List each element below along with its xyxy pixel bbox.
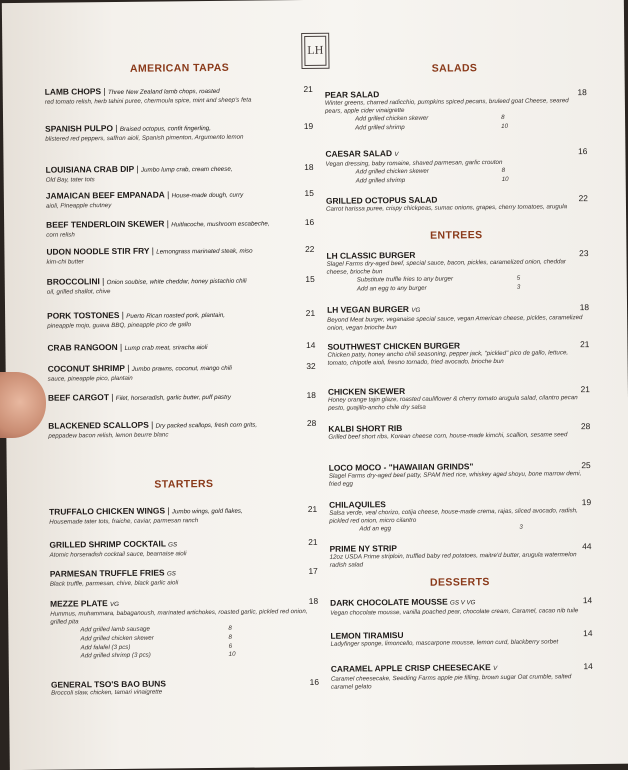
item-name: PRIME NY STRIP bbox=[329, 543, 397, 554]
item-name: PARMESAN TRUFFLE FRIES bbox=[49, 567, 165, 579]
menu-item bbox=[47, 308, 315, 331]
addon-price: 10 bbox=[228, 650, 236, 659]
menu-item bbox=[51, 677, 319, 698]
menu-item bbox=[48, 418, 316, 441]
menu-item bbox=[325, 146, 587, 186]
separator: | bbox=[149, 245, 157, 256]
item-name: MEZZE PLATE bbox=[50, 598, 108, 609]
item-price: 21 bbox=[580, 339, 590, 350]
addon-label: Add grilled chicken skewer bbox=[355, 115, 429, 123]
item-name: CARAMEL APPLE CRISP CHEESECAKE bbox=[330, 662, 491, 674]
item-name: BLACKENED SCALLOPS bbox=[48, 419, 149, 431]
separator: | bbox=[148, 419, 156, 430]
item-inline-description: Onion soubise, white cheddar, honey pistachio chili bbox=[106, 277, 247, 287]
addon-price: 8 bbox=[501, 167, 506, 175]
section-title-entrees: ENTREES bbox=[430, 229, 483, 242]
separator: | bbox=[119, 309, 127, 320]
addon-label: Add an egg to any burger bbox=[356, 284, 427, 293]
item-name: COCONUT SHRIMP bbox=[47, 362, 125, 374]
item-name: CRAB RANGOON bbox=[47, 341, 118, 353]
item-price: 14 bbox=[583, 628, 593, 639]
addon-row bbox=[359, 523, 591, 534]
dietary-tag: GS bbox=[166, 570, 176, 578]
separator: | bbox=[134, 163, 142, 174]
item-price: 22 bbox=[305, 243, 315, 255]
menu-item bbox=[49, 504, 317, 527]
item-inline-description: Lemongrass marinated steak, miso bbox=[156, 247, 253, 256]
item-description: Atomic horseradish cocktail sauce, bearnaise aioli bbox=[49, 550, 187, 559]
separator: | bbox=[117, 341, 125, 352]
dietary-tag: GS bbox=[168, 541, 178, 549]
separator: | bbox=[124, 362, 132, 373]
menu-item bbox=[327, 302, 589, 333]
item-name: CHICKEN SKEWER bbox=[327, 385, 406, 397]
addon-price: 3 bbox=[516, 283, 521, 291]
item-price: 21 bbox=[303, 83, 313, 95]
item-price: 23 bbox=[579, 248, 589, 259]
item-price: 21 bbox=[305, 307, 316, 318]
menu-item bbox=[330, 628, 592, 649]
menu-item bbox=[328, 384, 590, 413]
section-title-desserts: DESSERTS bbox=[429, 576, 490, 589]
menu-item bbox=[48, 361, 316, 384]
menu-item bbox=[328, 421, 590, 442]
item-description: pineapple mojo, guava BBQ, pineapple pico de gallo bbox=[47, 321, 192, 330]
addon-price: 8 bbox=[228, 633, 232, 641]
item-description: Old Bay, tater tots bbox=[45, 176, 95, 184]
menu-item bbox=[46, 188, 314, 211]
item-inline-description: Jumbo prawns, coconut, mango chili bbox=[131, 364, 232, 373]
item-price: 18 bbox=[577, 87, 587, 98]
logo-text: LH bbox=[307, 42, 324, 57]
item-description: aioli, Pineapple chutney bbox=[45, 202, 112, 210]
item-description: Carrot harissa puree, crispy chickpeas, sumac onions, grapes, cherry tomatoes, arugula bbox=[325, 203, 568, 213]
item-inline-description: Jumbo wings, gold flakes, bbox=[171, 507, 243, 516]
menu-item bbox=[330, 541, 592, 570]
item-price: 17 bbox=[308, 565, 318, 576]
addon-label: Add grilled shrimp bbox=[355, 176, 406, 185]
item-description: Caramel cheesecake, Seedling Farms apple pie filling, brown sugar Oat crumble, salted caramel gelato bbox=[330, 673, 572, 691]
item-name: CAESAR SALAD bbox=[325, 148, 393, 159]
item-price: 16 bbox=[309, 676, 320, 687]
item-description: Ladyfinger sponge, limoncello, mascarpone mousse, lemon curd, blackberry sorbet bbox=[330, 638, 559, 648]
addon-price: 10 bbox=[501, 175, 509, 183]
item-price: 28 bbox=[580, 421, 591, 432]
item-price: 15 bbox=[304, 187, 314, 199]
item-description: Vegan chocolate mousse, vanilla poached pear, chocolate cream, Caramel, cacao nib tuile bbox=[330, 607, 579, 617]
item-price: 16 bbox=[304, 216, 315, 228]
item-name: LOUISIANA CRAB DIP bbox=[45, 163, 135, 175]
item-price: 15 bbox=[305, 273, 315, 284]
menu-item bbox=[46, 244, 314, 267]
item-price: 21 bbox=[580, 384, 590, 395]
item-description: Salsa verde, veal chorizo, cotija cheese, house-made crema, rajas, sliced avocado, radish, pickled red onion, micro cilantro bbox=[329, 507, 578, 525]
menu-item bbox=[45, 84, 313, 107]
separator: | bbox=[99, 276, 107, 287]
item-description: Housemade tater tots, fraiche, caviar, parmesan ranch bbox=[49, 517, 199, 526]
separator: | bbox=[112, 122, 120, 134]
item-price: 19 bbox=[303, 120, 314, 132]
item-price: 28 bbox=[306, 417, 317, 428]
item-name: SPANISH PULPO bbox=[45, 123, 113, 134]
addon-label: Add grilled shrimp bbox=[355, 123, 405, 132]
item-name: GRILLED OCTOPUS SALAD bbox=[325, 194, 438, 206]
addon-price: 10 bbox=[501, 122, 509, 130]
item-price: 18 bbox=[308, 595, 319, 606]
dietary-tag: VG bbox=[109, 600, 119, 609]
item-name: GRILLED SHRIMP COCKTAIL bbox=[49, 538, 166, 550]
menu-item bbox=[326, 193, 588, 214]
item-price: 32 bbox=[306, 360, 316, 371]
menu-item bbox=[325, 87, 587, 133]
item-description: kim-chi butter bbox=[46, 258, 84, 266]
item-inline-description: House-made dough, curry bbox=[171, 191, 244, 200]
menu-page bbox=[2, 0, 628, 770]
item-name: GENERAL TSO'S BAO BUNS bbox=[50, 678, 166, 690]
menu-item bbox=[47, 340, 315, 355]
item-price: 14 bbox=[306, 339, 316, 350]
item-name: BROCCOLINI bbox=[46, 276, 100, 287]
item-price: 18 bbox=[304, 161, 314, 173]
item-description: corn relish bbox=[46, 231, 75, 239]
menu-item bbox=[50, 566, 318, 589]
item-price: 21 bbox=[308, 536, 318, 547]
menu-item bbox=[46, 217, 314, 240]
section-title-starters: STARTERS bbox=[154, 477, 214, 491]
item-name: DARK CHOCOLATE MOUSSE bbox=[330, 596, 448, 608]
addon-row bbox=[356, 175, 588, 186]
item-header bbox=[48, 390, 316, 405]
item-description: oil, grilled shallot, chive bbox=[46, 288, 111, 296]
item-name: LH CLASSIC BURGER bbox=[326, 249, 416, 261]
item-inline-description: Filet, horseradish, garlic butter, puff pastry bbox=[115, 393, 232, 402]
item-inline-description: Lump crab meat, sriracha aioli bbox=[124, 344, 208, 352]
addon-price: 8 bbox=[228, 625, 232, 633]
addon-row bbox=[355, 122, 587, 133]
item-header bbox=[47, 340, 315, 355]
item-name: LOCO MOCO - "HAWAIIAN GRINDS" bbox=[328, 461, 474, 473]
addon-row bbox=[81, 650, 319, 661]
menu-item bbox=[329, 460, 591, 489]
item-price: 25 bbox=[581, 460, 591, 471]
item-description: Beyond Meat burger, veganaise special sauce, vegan American cheese, pickles, caramelized onion, vegan brioche bun bbox=[327, 314, 583, 332]
addon-row bbox=[357, 283, 589, 294]
menu-item bbox=[329, 497, 591, 535]
item-description: blistered red peppers, saffron aioli, Spanish pimenton, Argumento lemon bbox=[45, 133, 244, 143]
menu-item bbox=[45, 121, 313, 144]
menu-item bbox=[46, 162, 314, 185]
item-description: Hummus, muhammara, babaganoush, marinated artichokes, roasted garlic, pickled red onion, grilled pita bbox=[50, 607, 308, 626]
section-title-salads: SALADS bbox=[431, 62, 478, 75]
item-name: PORK TOSTONES bbox=[47, 309, 120, 321]
menu-item bbox=[326, 248, 588, 294]
item-name: PEAR SALAD bbox=[324, 89, 380, 100]
addon-label: Add grilled chicken skewer bbox=[355, 167, 429, 176]
item-price: 44 bbox=[582, 541, 592, 552]
item-name: BEEF TENDERLOIN SKEWER bbox=[46, 218, 165, 230]
item-name: UDON NOODLE STIR FRY bbox=[46, 245, 150, 257]
item-name: JAMAICAN BEEF EMPANADA bbox=[45, 189, 165, 201]
item-description: 12oz USDA Prime striploin, truffled baby red potatoes, maitre'd butter, arugula watermelon radish salad bbox=[329, 551, 577, 569]
item-price: 18 bbox=[306, 389, 316, 400]
item-name: SOUTHWEST CHICKEN BURGER bbox=[327, 340, 461, 352]
item-price: 21 bbox=[307, 503, 318, 514]
item-description: Honey orange tajin glaze, roasted cauliflower & cherry tomato arugula salad, cilantro pecan pesto, guajillo-ancho chile dry salsa bbox=[327, 394, 578, 412]
item-inline-description: Puerto Rican roasted pork, plantain, bbox=[126, 311, 226, 320]
item-name: TRUFFALO CHICKEN WINGS bbox=[49, 505, 166, 517]
addon-label: Add grilled chicken skewer bbox=[80, 634, 154, 643]
addon-label: Add grilled shrimp (3 pcs) bbox=[80, 651, 151, 660]
menu-item bbox=[47, 274, 315, 297]
item-price: 22 bbox=[578, 193, 588, 204]
menu-item bbox=[330, 595, 592, 618]
item-inline-description: Huitlacoche, mushroom escabeche, bbox=[171, 220, 270, 229]
item-description: red tomato relish, herb tahini puree, chermoula spice, mint and sheep's feta bbox=[44, 96, 252, 106]
item-name: BEEF CARGOT bbox=[47, 392, 109, 403]
separator: | bbox=[164, 218, 172, 229]
section-title-american-tapas: AMERICAN TAPAS bbox=[129, 61, 230, 75]
item-name: LEMON TIRAMISU bbox=[330, 629, 404, 641]
item-inline-description: Dry packed scallops, fresh corn grits, bbox=[155, 421, 258, 430]
item-description: Winter greens, charred radicchio, pumpkins spiced pecans, bruleed goat Cheese, seared pears, apple cider vinaigrette bbox=[324, 97, 569, 115]
item-description: Black truffle, parmesan, chive, black garlic aioli bbox=[49, 579, 179, 588]
item-name: KALBI SHORT RIB bbox=[328, 422, 403, 434]
menu-item bbox=[327, 339, 589, 368]
item-name: CHILAQUILES bbox=[329, 499, 386, 510]
item-description: Chicken patty, honey ancho chili seasoning, pepper jack, "pickled" pico de gallo, lettuce, tomato, chipotle aioli, fresno tornado, fried avocado, brioche bun bbox=[327, 349, 569, 367]
item-price: 19 bbox=[581, 497, 592, 508]
item-description: peppadew bacon relish, lemon beurre blanc bbox=[48, 431, 169, 440]
item-price: 14 bbox=[583, 661, 593, 672]
addon-price: 5 bbox=[516, 275, 521, 283]
addon-label: Add grilled lamb sausage bbox=[80, 626, 150, 634]
item-description: Slagel Farms dry-aged beef, special sauce, bacon, pickles, caramelized onion, cheddar cheese, brioche bun bbox=[326, 258, 566, 276]
item-price: 18 bbox=[579, 302, 590, 313]
separator: | bbox=[101, 86, 108, 97]
item-inline-description: Three New Zealand lamb chops, roasted bbox=[107, 87, 220, 97]
item-description: sauce, pineapple pico, plantain bbox=[47, 374, 133, 383]
item-price: 14 bbox=[582, 595, 593, 606]
addon-price: 6 bbox=[228, 642, 233, 650]
addon-label: Add an egg bbox=[359, 525, 392, 533]
separator: | bbox=[164, 505, 172, 516]
addon-price: 8 bbox=[501, 114, 505, 122]
addon-label: Substitute truffle fries to any burger bbox=[356, 275, 454, 284]
item-description: Vegan dressing, baby romaine, shaved parmesan, garlic crouton bbox=[325, 158, 503, 168]
dietary-tag: VG bbox=[411, 306, 421, 314]
item-price: 16 bbox=[578, 146, 588, 157]
separator: | bbox=[108, 391, 116, 403]
item-inline-description: Jumbo lump crab, cream cheese, bbox=[140, 165, 233, 174]
item-description: Broccoli slaw, chicken, tamari vinaigrette bbox=[51, 688, 163, 697]
menu-item bbox=[49, 537, 317, 560]
menu-item bbox=[48, 390, 316, 405]
menu-item bbox=[331, 661, 593, 692]
item-name: LAMB CHOPS bbox=[44, 86, 102, 97]
item-description: Grilled beef short ribs, Korean cheese corn, house-made kimchi, scallion, sesame seed bbox=[328, 431, 568, 441]
menu-item bbox=[50, 596, 319, 662]
separator: | bbox=[164, 189, 172, 200]
addon-label: Add falafel (3 pcs) bbox=[80, 643, 131, 651]
item-name: LH VEGAN BURGER bbox=[327, 303, 410, 315]
dietary-tag: GS V VG bbox=[449, 599, 476, 607]
dietary-tag: V bbox=[394, 151, 399, 159]
addon-price: 3 bbox=[519, 524, 523, 532]
item-inline-description: Braised octopus, confit fingerling, bbox=[119, 124, 211, 133]
item-description: Slagel Farms dry-aged beef patty, SPAM fried rice, whiskey aged shoyu, bone marrow demi, fried egg bbox=[328, 470, 582, 488]
dietary-tag: V bbox=[493, 665, 498, 673]
